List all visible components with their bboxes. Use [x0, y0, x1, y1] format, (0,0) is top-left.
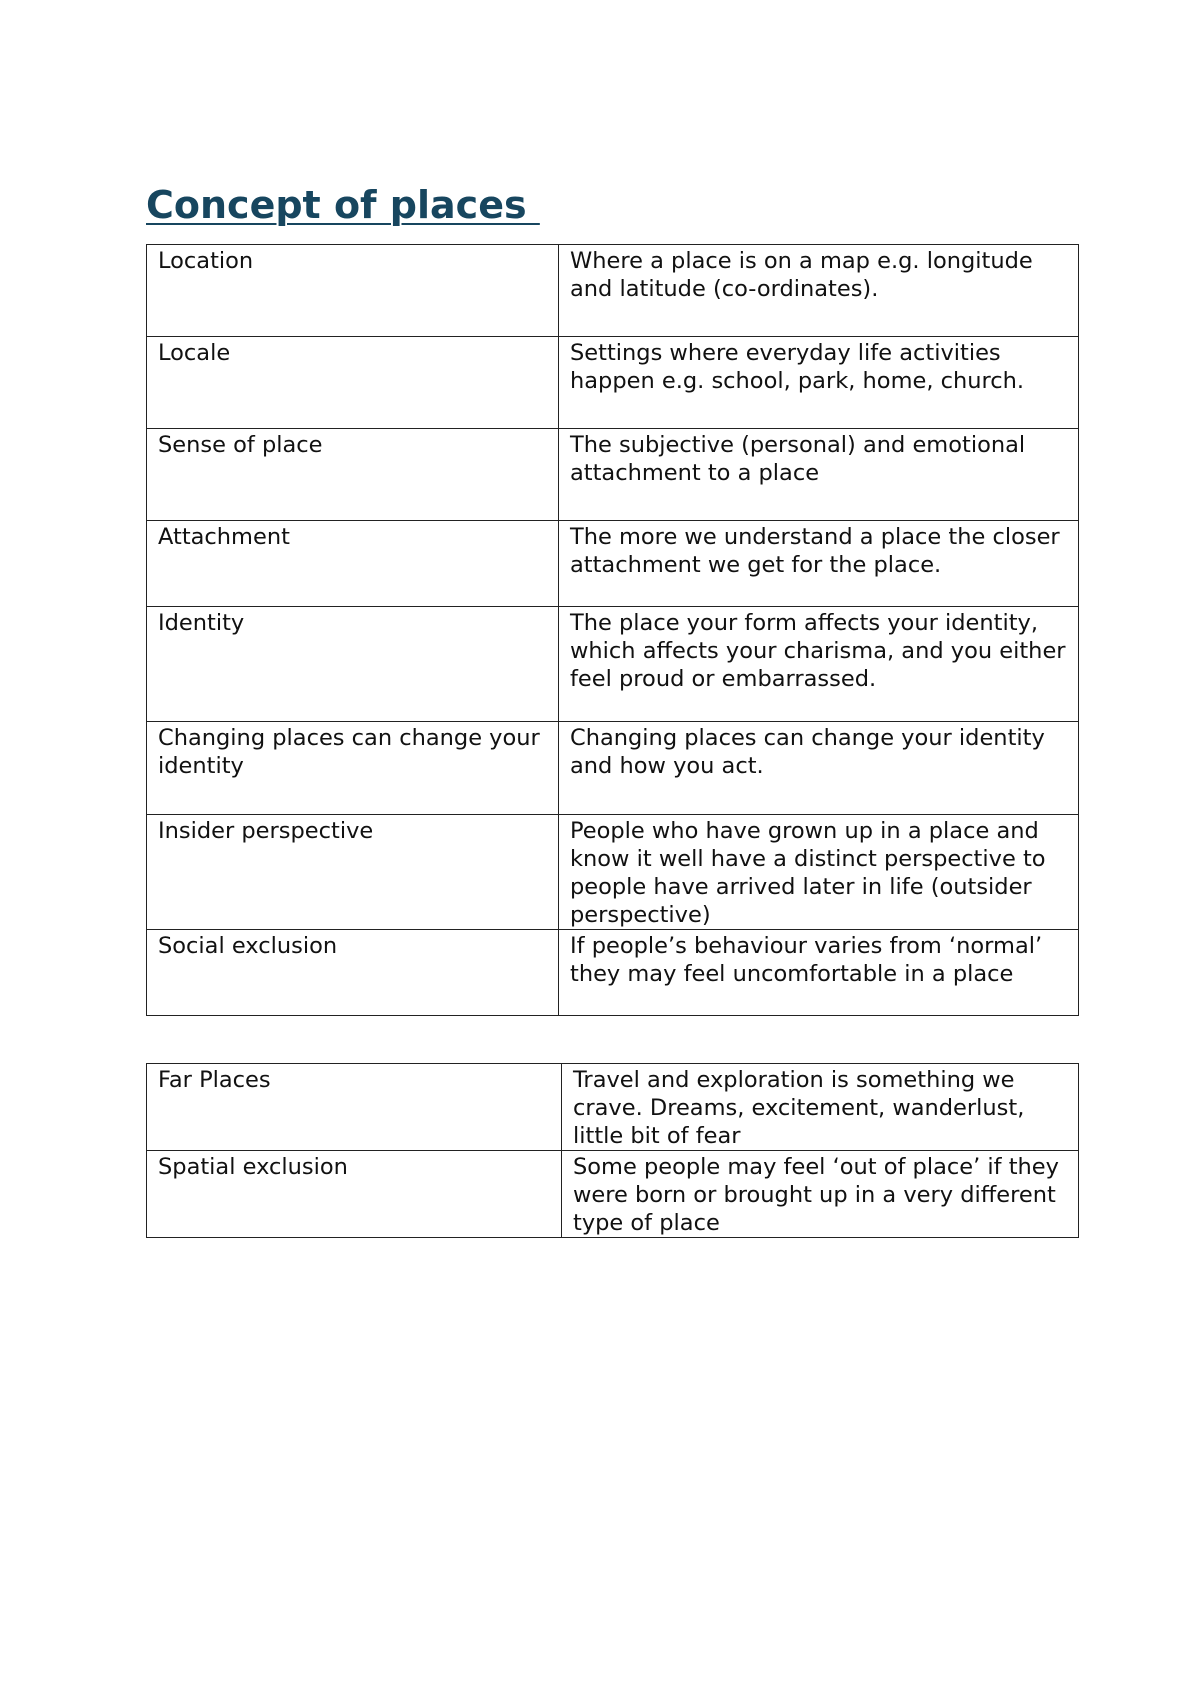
table-row — [147, 930, 1079, 1016]
definition-cell: The place your form affects your identity, which affects your charisma, and you either feel proud or embarrassed. — [559, 607, 1079, 722]
table-row — [147, 245, 1079, 337]
table-row — [147, 337, 1079, 429]
definition-cell: Where a place is on a map e.g. longitude and latitude (co-ordinates). — [559, 245, 1079, 337]
definition-cell: People who have grown up in a place and know it well have a distinct perspective to people have arrived later in life (outsider perspective) — [559, 815, 1079, 930]
term-cell: Far Places — [147, 1064, 562, 1151]
definition-cell: If people’s behaviour varies from ‘normal’ they may feel uncomfortable in a place — [559, 930, 1079, 1016]
term-cell: Sense of place — [147, 429, 559, 521]
term-cell: Spatial exclusion — [147, 1151, 562, 1238]
table-row — [147, 429, 1079, 521]
definition-cell: Travel and exploration is something we crave. Dreams, excitement, wanderlust, little bit of fear — [562, 1064, 1079, 1151]
table-row — [147, 722, 1079, 815]
places-table — [146, 1063, 1079, 1238]
term-cell: Location — [147, 245, 559, 337]
term-cell: Identity — [147, 607, 559, 722]
term-cell: Attachment — [147, 521, 559, 607]
definition-cell: Some people may feel ‘out of place’ if they were born or brought up in a very different type of place — [562, 1151, 1079, 1238]
table-row — [147, 521, 1079, 607]
term-cell: Locale — [147, 337, 559, 429]
definition-cell: Changing places can change your identity and how you act. — [559, 722, 1079, 815]
table-row — [147, 1151, 1079, 1238]
definition-cell: Settings where everyday life activities happen e.g. school, park, home, church. — [559, 337, 1079, 429]
definition-cell: The more we understand a place the closer attachment we get for the place. — [559, 521, 1079, 607]
term-cell: Changing places can change your identity — [147, 722, 559, 815]
concept-table — [146, 244, 1079, 1016]
table-row — [147, 607, 1079, 722]
table-row — [147, 815, 1079, 930]
document-title: Concept of places — [146, 183, 540, 227]
definition-cell: The subjective (personal) and emotional attachment to a place — [559, 429, 1079, 521]
term-cell: Insider perspective — [147, 815, 559, 930]
table-row — [147, 1064, 1079, 1151]
term-cell: Social exclusion — [147, 930, 559, 1016]
